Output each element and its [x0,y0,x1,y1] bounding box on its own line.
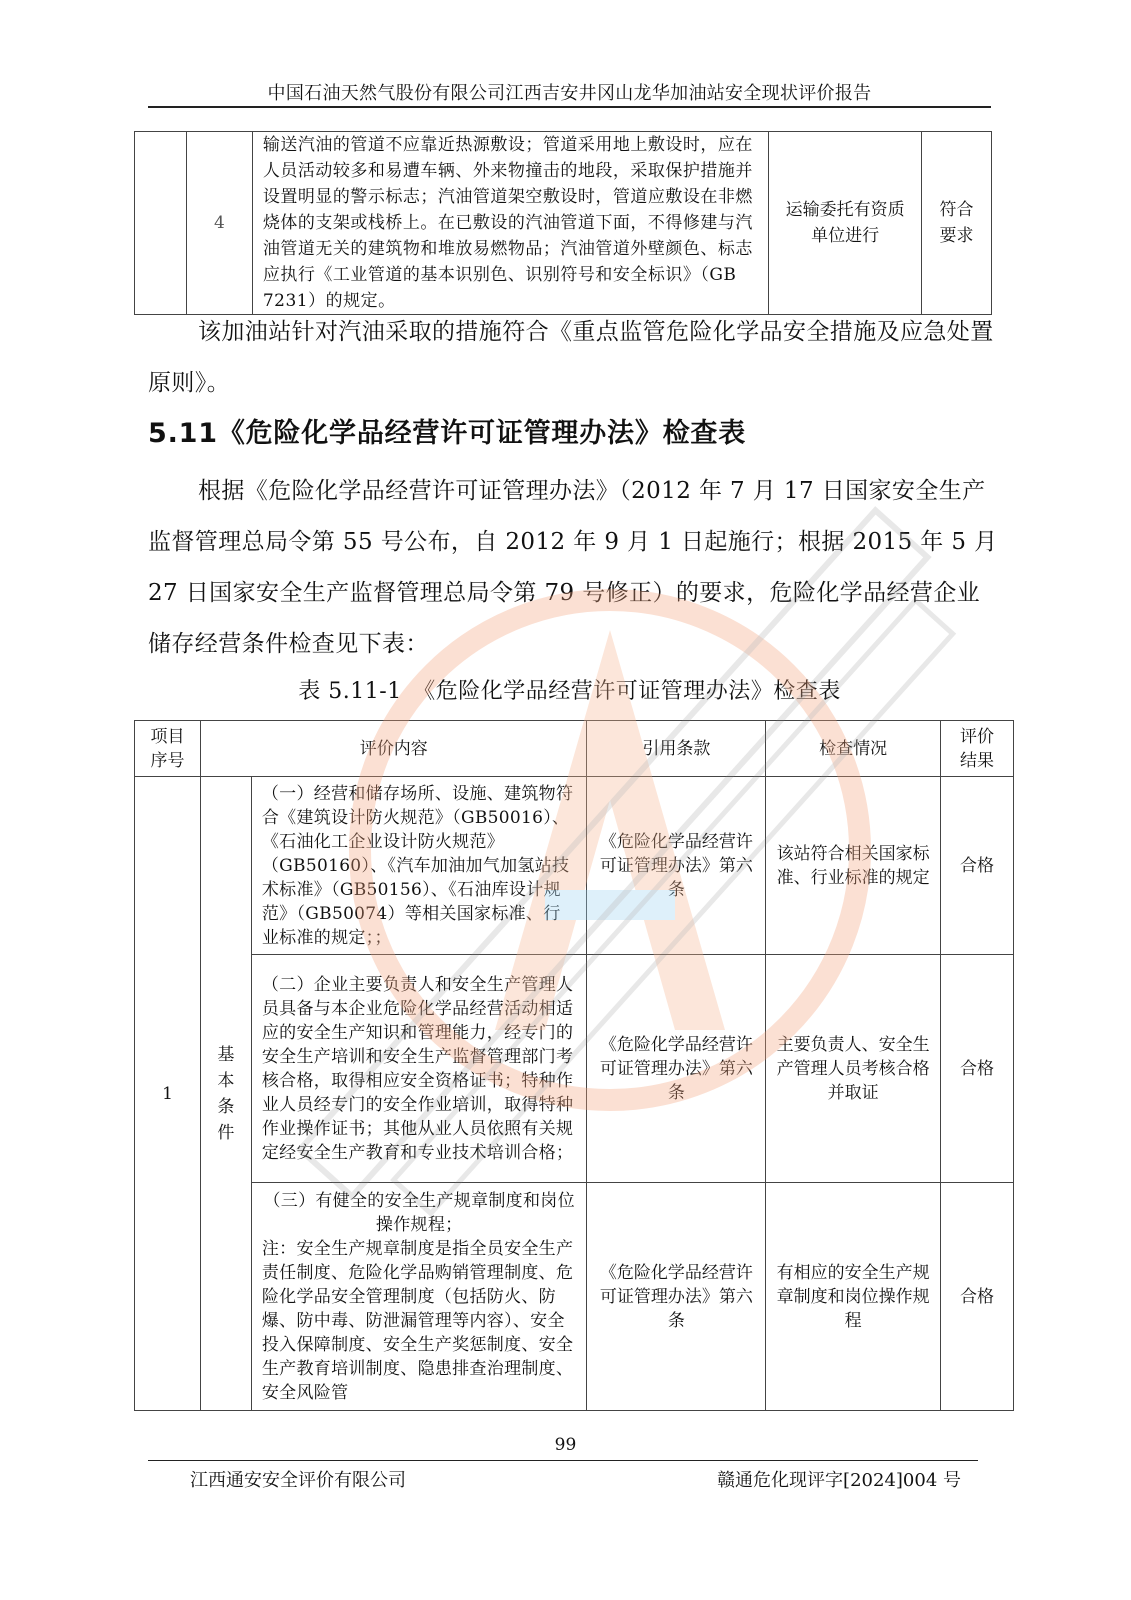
page-header-title: 中国石油天然气股份有限公司江西吉安井冈山龙华加油站安全现状评价报告 [267,83,872,104]
table-row [135,777,1014,955]
checklist-table [134,720,1014,1411]
row-content-head: （三）有健全的安全生产规章制度和岗位操作规程； [263,1190,575,1235]
table-row [135,955,1014,1183]
row-clause: 《危险化学品经营许可证管理办法》第六条 [587,1183,766,1411]
group-number: 1 [135,777,201,1411]
header-rule [148,106,991,108]
page-number: 99 [554,1435,577,1455]
category-char: 本 [217,1070,235,1091]
footer-doc-number: 赣通危化现评字[2024]004 号 [717,1470,961,1491]
category-char: 件 [217,1122,235,1143]
row-clause: 《危险化学品经营许可证管理办法》第六条 [587,955,766,1183]
table-header-row [135,721,1014,777]
header-result: 评价结果 [941,721,1014,777]
row-measure: 运输委托有资质单位进行 [769,132,922,315]
footer-company: 江西通安安全评价有限公司 [190,1470,406,1491]
row-result: 合格 [941,955,1014,1183]
row-check: 该站符合相关国家标准、行业标准的规定 [766,777,941,955]
row-clause: 《危险化学品经营许可证管理办法》第六条 [587,777,766,955]
row-result: 合格 [941,1183,1014,1411]
row-content-cell [251,1183,587,1411]
footer-rule [148,1460,978,1461]
row-result: 合格 [941,777,1014,955]
blank-cell [135,132,187,315]
continued-table [134,131,992,315]
row-result: 符合要求 [922,132,992,315]
table-row [135,132,992,315]
category-cell [200,777,251,1411]
paragraph-conclusion: 该加油站针对汽油采取的措施符合《重点监管危险化学品安全措施及应急处置原则》。 [148,319,994,396]
header-number: 项目序号 [135,721,201,777]
table-row [135,1183,1014,1411]
category-char: 条 [217,1096,235,1117]
row-number: 4 [186,132,252,315]
row-content: （二）企业主要负责人和安全生产管理人员具备与本企业危险化学品经营活动相适应的安全生产知识和管理能力，经专门的安全生产培训和安全生产监督管理部门考核合格，取得相应安全资格证书；特种作业人员经专门的安全作业培训，取得特种作业操作证书；其他从业人员依照有关规定经安全生产教育和专业技术培训合格； [251,955,587,1183]
row-content-note: 注：安全生产规章制度是指全员安全生产责任制度、危险化学品购销管理制度、危险化学品安全管理制度（包括防火、防爆、防中毒、防泄漏管理等内容）、安全投入保障制度、安全生产奖惩制度、安全生产教育培训制度、隐患排查治理制度、安全风险管 [261,1238,574,1403]
row-content: 输送汽油的管道不应靠近热源敷设；管道采用地上敷设时，应在人员活动较多和易遭车辆、外来物撞击的地段，采取保护措施并设置明显的警示标志；汽油管道架空敷设时，管道应敷设在非燃烧体的支架或栈桥上。在已敷设的汽油管道下面，不得修建与汽油管道无关的建筑物和堆放易燃物品；汽油管道外壁颜色、标志应执行《工业管道的基本识别色、识别符号和安全标识》（GB 7231）的规定。 [252,132,768,315]
section-title: 5.11《危险化学品经营许可证管理办法》检查表 [148,418,747,449]
header-content: 评价内容 [200,721,587,777]
table-caption: 表 5.11-1 《危险化学品经营许可证管理办法》检查表 [298,679,841,704]
header-clause: 引用条款 [587,721,766,777]
header-check: 检查情况 [766,721,941,777]
row-content: （一）经营和储存场所、设施、建筑物符合《建筑设计防火规范》（GB50016）、《石油化工企业设计防火规范》（GB50160）、《汽车加油加气加氢站技术标准》（GB50156）、《石油库设计规范》（GB50074）等相关国家标准、行业标准的规定；； [251,777,587,955]
category-char: 基 [217,1044,235,1065]
paragraph-intro: 根据《危险化学品经营许可证管理办法》（2012 年 7 月 17 日国家安全生产监督管理总局令第 55 号公布，自 2012 年 9 月 1 日起施行；根据 2015 年 5 月 27 日国家安全生产监督管理总局令第 79 号修正）的要求，危险化学品经营企业储存经营条件检查见下表： [148,478,998,657]
row-check: 主要负责人、安全生产管理人员考核合格并取证 [766,955,941,1183]
row-check: 有相应的安全生产规章制度和岗位操作规程 [766,1183,941,1411]
